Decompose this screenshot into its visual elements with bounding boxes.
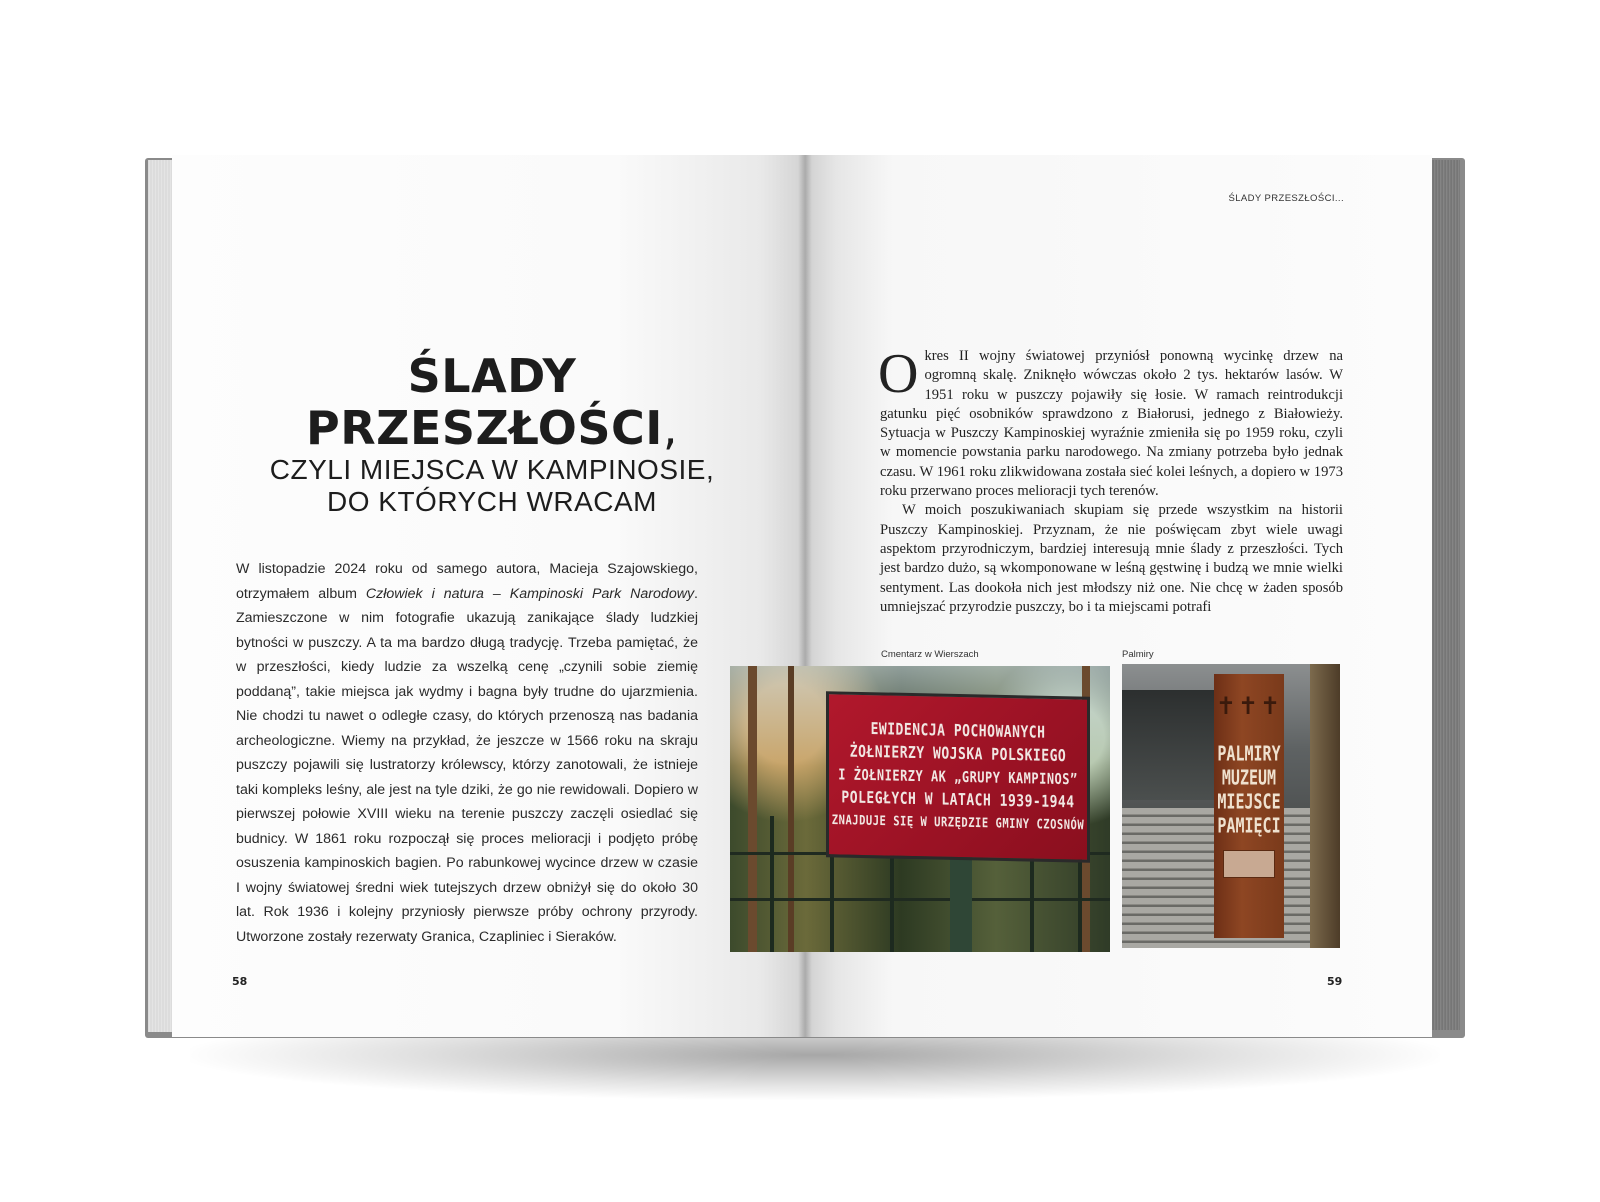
page-number-left: 58	[232, 975, 248, 988]
body-book-title: Człowiek i natura – Kampinoski Park Narodowy	[365, 585, 695, 602]
title-line-2-text: PRZESZŁOŚCI	[305, 401, 663, 455]
sign-line: ŻOŁNIERZY WOJSKA POLSKIEGO	[849, 742, 1067, 766]
sign-post	[950, 856, 972, 952]
small-plaque	[1223, 850, 1275, 878]
drop-cap: O	[878, 343, 919, 405]
chapter-title	[212, 350, 772, 518]
sign-line: EWIDENCJA POCHOWANYCH	[870, 719, 1046, 743]
column-text-line: MIEJSCE	[1217, 789, 1281, 815]
page-edges-right	[1430, 160, 1460, 1030]
paragraph-1	[878, 343, 1343, 501]
paragraph-2: W moich poszukiwaniach skupiam się przede wszystkim na historii Puszczy Kampinoskiej. Przyznam, że nie poświęcam zbyt wiele uwagi aspektom przyrodniczym, bardziej interesują mnie ślady z przeszłości. Tych jest bardzo dużo, są wkomponowane w leśną gęstwinę i budzą we mnie wielki sentyment. Las dookoła nich jest młodszy niż one. Nie chcę w żaden sposób umniejszać przyrodzie puszczy, bo i ta miejscami potrafi	[880, 502, 1343, 615]
body-rest: . Zamieszczone w nim fotografie ukazują zanikające ślady ludzkiej bytności w puszczy. A ta ma bardzo długą tradycję. Trzeba pamiętać, że w przeszłości, kiedy ludzie za wszelką cenę „czynili sobie ziemię poddaną”, takie miejsca jak wydmy i bagna były trudne do ujarzmienia. Nie chodzi tu nawet o odległe czasy, do których przenoszą nas badania archeologiczne. Wiemy na przykład, że jeszcze w 1566 roku na skraju puszczy pojawili się lustratorzy królewscy, którzy zanotowali, że istnieje taki kompleks leśny, ale jest na tyle dziki, że go nie rewidowali. Dopiero w pierwszej połowie XVIII wieku na terenie puszczy zaczęli osiedlać się budnicy. W 1861 roku rozpoczął się proces melioracji i podjęto próbę osuszenia kampinoskich bagien. Po rabunkowej wycince drzew w czasie I wojny światowej średni wiek tutejszych drzew obniżył się do około 30 lat. Rok 1936 i kolejny przyniosły pierwsze próby ochrony przyrody. Utworzone zostały rezerwaty Granica, Czapliniec i Sieraków.	[236, 585, 698, 945]
crosses-icon: ✝✝✝	[1215, 692, 1283, 720]
body-intro: W listopadzie 2024 roku od samego autora, Macieja Szajowskiego, otrzymałem album	[236, 561, 698, 602]
left-body-text	[236, 557, 698, 949]
sign-line: POLEGŁYCH W LATACH 1939-1944	[841, 788, 1075, 812]
paragraph-1-text: kres II wojny światowej przyniósł ponowną wycinkę drzew na ogromną skalę. Zniknęło wówczas około 2 tys. hektarów lasów. W 1951 roku w puszczy pojawiły się łosie. W ramach reintrodukcji gatunku pięć osobników sprawdzono z Białorusi, jednego z Białowieży. Sytuacja w Puszczy Kampinoskiej wyraźnie zmieniła się po 1959 roku, czyli w momencie powstania parku narodowego. Na zmiany potrzeba było jednak czasu. W 1961 roku zlikwidowana została sieć kolei leśnych, a dopiero w 1973 roku przerwano proces melioracji tych terenów.	[880, 348, 1343, 500]
photo-palmiry-museum	[1122, 664, 1340, 948]
photo-cemetery-wiersze	[730, 666, 1110, 952]
right-body-text	[878, 343, 1343, 617]
memorial-column	[1214, 674, 1284, 938]
column-text-line: PALMIRY	[1217, 741, 1281, 767]
tree-trunk	[748, 666, 757, 952]
fence-rail	[730, 898, 1110, 901]
memorial-sign	[826, 691, 1090, 863]
title-line-2	[212, 402, 772, 454]
title-line-1: ŚLADY	[407, 349, 577, 403]
title-comma: ,	[662, 401, 679, 455]
caption-cemetery: Cmentarz w Wierszach	[881, 649, 979, 660]
running-header: ŚLADY PRZESZŁOŚCI...	[1228, 193, 1344, 204]
caption-palmiry: Palmiry	[1122, 649, 1154, 660]
column-text-line: MUZEUM	[1221, 765, 1277, 791]
left-page	[172, 155, 805, 1037]
column-text-line: PAMIĘCI	[1217, 813, 1281, 839]
tree-trunk	[1310, 664, 1340, 948]
tree-trunk	[788, 666, 794, 952]
fence-post	[770, 816, 774, 952]
subtitle-line-2: DO KTÓRYCH WRACAM	[327, 486, 657, 517]
sign-line: ZNAJDUJE SIĘ W URZĘDZIE GMINY CZOSNÓW	[831, 812, 1085, 833]
subtitle-line-1: CZYLI MIEJSCA W KAMPINOSIE,	[269, 454, 715, 485]
page-number-right: 59	[1327, 975, 1343, 988]
sign-line: I ŻOŁNIERZY AK „GRUPY KAMPINOS”	[838, 765, 1078, 788]
